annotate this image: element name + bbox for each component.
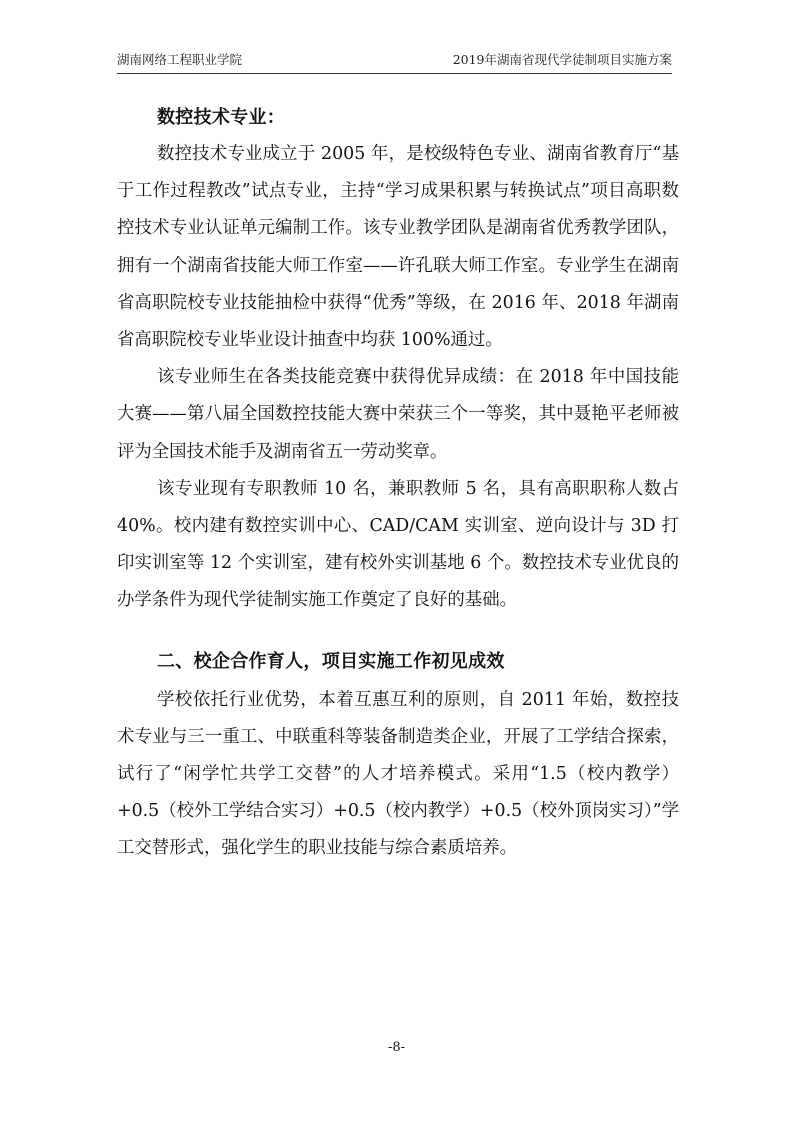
paragraph-cnc-overview: 数控技术专业成立于 2005 年，是校级特色专业、湖南省教育厅“基于工作过程教改”试点专业，主持“学习成果积累与转换试点”项目高职数控技术专业认证单元编制工作。该专业教学团队是湖南省优秀教学团队，拥有一个湖南省技能大师工作室——许孔联大师工作室。专业学生在湖南省高职院校专业技能抽检中获得“优秀”等级，在 2016 年、2018 年湖南省高职院校专业毕业设计抽查中均获 100%通过。: [117, 144, 679, 351]
paragraph-cooperation: 学校依托行业优势，本着互惠互利的原则，自 2011 年始，数控技术专业与三一重工、中联重科等装备制造类企业，开展了工学结合探索，试行了“闲学忙共学工交替”的人才培养模式。采用“1.5（校内教学）+0.5（校外工学结合实习）+0.5（校内教学）+0.5（校外顶岗实习）”学工交替形式，强化学生的职业技能与综合素质培养。: [117, 689, 679, 859]
section-heading-cnc: 数控技术专业：: [157, 107, 286, 128]
page-header: [117, 50, 672, 74]
paragraph-cnc-competitions: 该专业师生在各类技能竞赛中获得优异成绩：在 2018 年中国技能大赛——第八届全国数控技能大赛中荣获三个一等奖，其中聂艳平老师被评为全国技术能手及湖南省五一劳动奖章。: [117, 367, 679, 462]
header-school-name: 湖南网络工程职业学院: [117, 52, 243, 67]
header-document-title: 2019年湖南省现代学徒制项目实施方案: [452, 52, 672, 67]
page-content: [117, 100, 679, 868]
section-heading-cooperation: 二、校企合作育人，项目实施工作初见成效: [157, 650, 505, 672]
paragraph-cnc-faculty: 该专业现有专职教师 10 名，兼职教师 5 名，具有高职职称人数占 40%。校内建有数控实训中心、CAD/CAM 实训室、逆向设计与 3D 打印实训室等 12 个实训室，建有校外实训基地 6 个。数控技术专业优良的办学条件为现代学徒制实施工作奠定了良好的基础。: [117, 478, 679, 611]
page-number: -8-: [387, 1040, 406, 1055]
